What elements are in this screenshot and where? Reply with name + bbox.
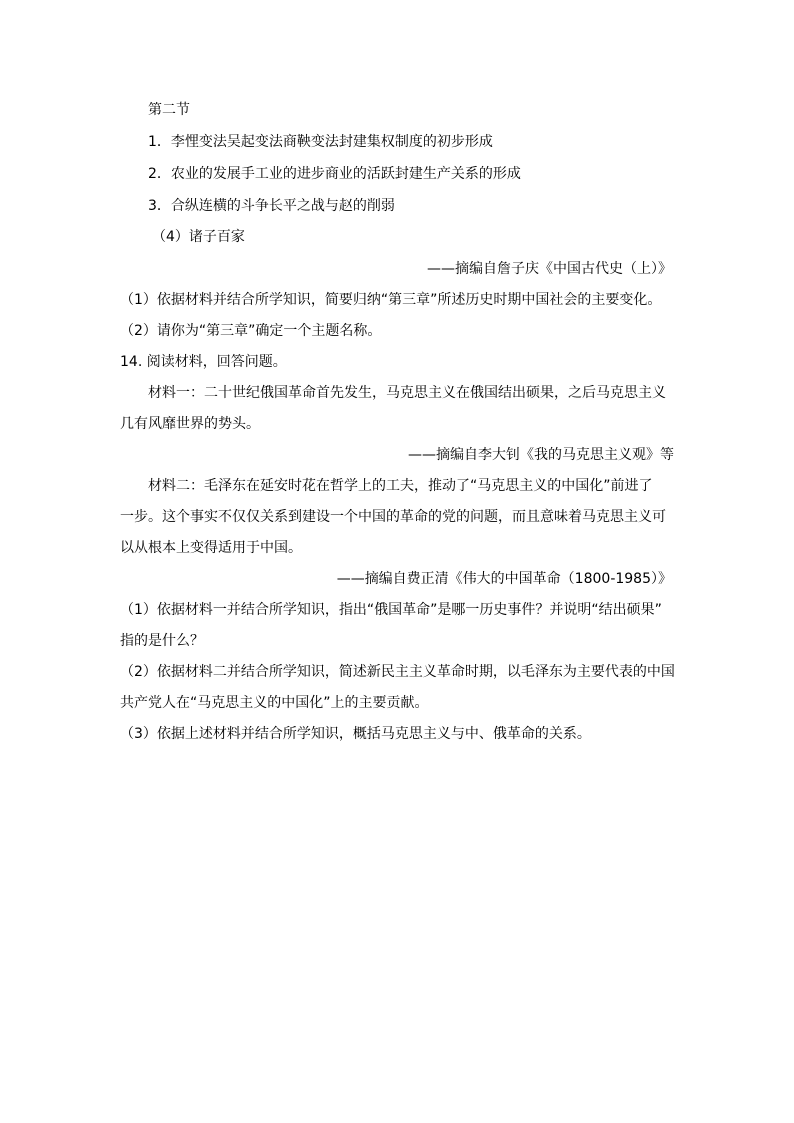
question-14-2-line-1: （2）依据材料二并结合所学知识，简述新民主主义革命时期，以毛泽东为主要代表的中国 [120,664,675,680]
outline-item-2: 2．农业的发展手工业的进步商业的活跃封建生产关系的形成 [148,166,521,182]
section-title: 第二节 [148,102,190,118]
question-13-1: （1）依据材料并结合所学知识，简要归纳“第三章”所述历史时期中国社会的主要变化。 [120,292,662,308]
material-1-line-1: 材料一：二十世纪俄国革命首先发生，马克思主义在俄国结出硕果，之后马克思主义 [148,385,666,401]
material-2-line-1: 材料二：毛泽东在延安时花在哲学上的工夫，推动了“马克思主义的中国化”前进了 [148,478,653,494]
material-1-source: ——摘编自李大钊《我的马克思主义观》等 [408,447,674,463]
question-14-3: （3）依据上述材料并结合所学知识，概括马克思主义与中、俄革命的关系。 [120,726,591,742]
question-13-2: （2）请你为“第三章”确定一个主题名称。 [120,323,382,339]
question-14-1-line-1: （1）依据材料一并结合所学知识，指出“俄国革命”是哪一历史事件？并说明“结出硕果” [120,602,662,618]
material-2-line-3: 以从根本上变得适用于中国。 [120,540,302,556]
material-1-line-2: 几有风靡世界的势头。 [120,416,260,432]
material-2-source: ——摘编自费正清《伟大的中国革命（1800-1985）》 [336,571,672,587]
outline-item-1: 1．李悝变法吴起变法商鞅变法封建集权制度的初步形成 [148,134,493,150]
question-14-stem: 14. 阅读材料，回答问题。 [120,354,287,370]
outline-source: ——摘编自詹子庆《中国古代史（上）》 [427,261,672,277]
material-2-line-2: 一步。这个事实不仅仅关系到建设一个中国的革命的党的问题，而且意味着马克思主义可 [120,509,666,525]
outline-item-4: （4）诸子百家 [152,229,245,245]
question-14-2-line-2: 共产党人在“马克思主义的中国化”上的主要贡献。 [120,695,429,711]
question-14-1-line-2: 指的是什么？ [120,633,204,649]
outline-item-3: 3．合纵连横的斗争长平之战与赵的削弱 [148,198,395,214]
